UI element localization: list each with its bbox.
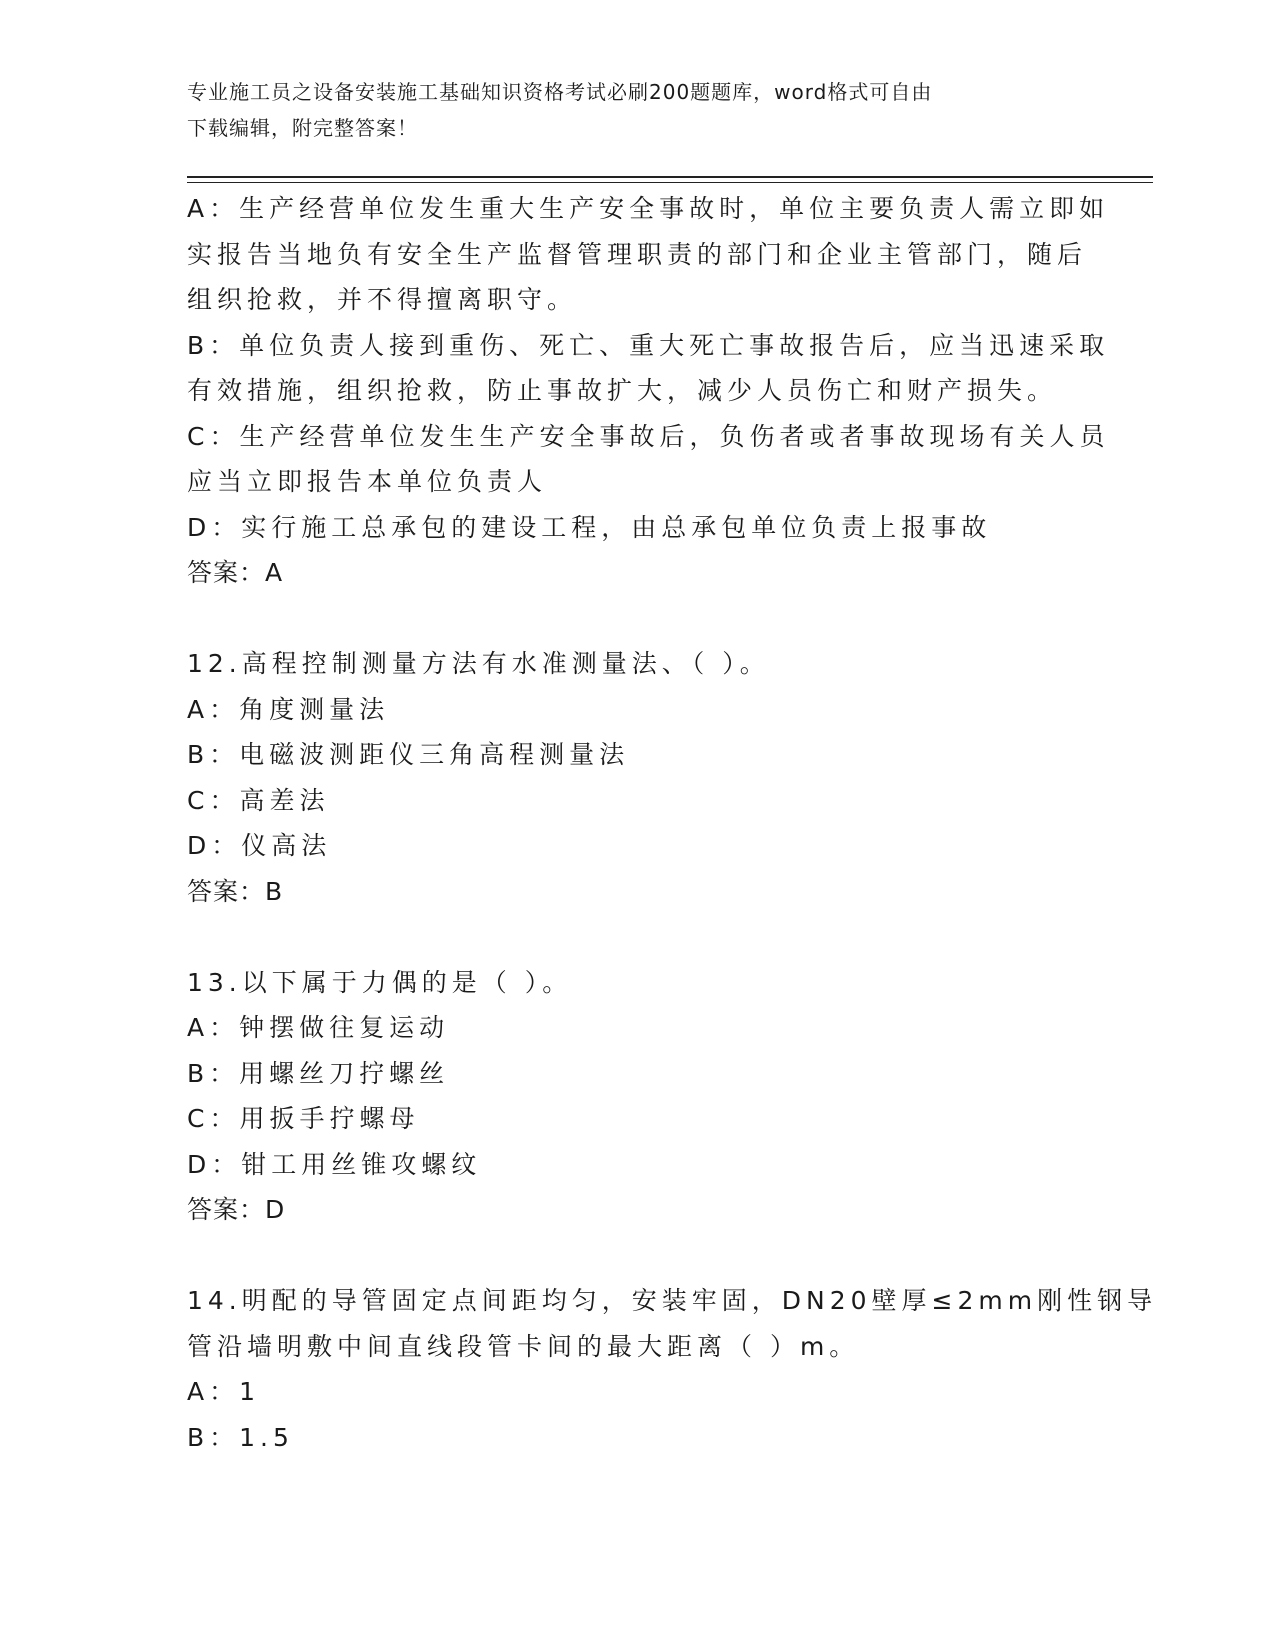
header-divider-thin <box>187 182 1153 183</box>
q12-option-d: D：仪高法 <box>187 831 332 860</box>
question-13-block <box>187 960 1087 1233</box>
q11-option-c-line-1: C：生产经营单位发生生产安全事故后，负伤者或者事故现场有关人员 <box>187 421 1110 451</box>
question-11-block <box>187 186 1110 596</box>
q13-option-b: B：用螺丝刀拧螺丝 <box>187 1058 450 1088</box>
q13-option-d: D：钳工用丝锥攻螺纹 <box>187 1149 482 1179</box>
document-body <box>187 186 1158 1460</box>
q14-option-b: B：1.5 <box>187 1422 294 1452</box>
header-title-line-1: 专业施工员之设备安装施工基础知识资格考试必刷200题题库，word格式可自由 <box>187 80 933 104</box>
q14-stem-line-1: 14.明配的导管固定点间距均匀，安装牢固，DN20壁厚≤2mm刚性钢导 <box>187 1286 1158 1315</box>
document-header <box>187 74 1077 146</box>
q11-option-c-line-2: 应当立即报告本单位负责人 <box>187 467 548 496</box>
q13-option-a: A：钟摆做往复运动 <box>187 1013 450 1042</box>
q12-answer: 答案：B <box>187 876 284 906</box>
q11-option-a-line-2: 实报告当地负有安全生产监督管理职责的部门和企业主管部门，随后 <box>187 239 1088 269</box>
q14-stem-line-2: 管沿墙明敷中间直线段管卡间的最大距离（ ）m。 <box>187 1331 860 1361</box>
q11-option-b-line-1: B：单位负责人接到重伤、死亡、重大死亡事故报告后，应当迅速采取 <box>187 330 1110 360</box>
q12-option-a: A：角度测量法 <box>187 694 390 724</box>
q11-option-b-line-2: 有效措施，组织抢救，防止事故扩大，减少人员伤亡和财产损失。 <box>187 376 1058 405</box>
q13-stem: 13.以下属于力偶的是（ ）。 <box>187 967 573 997</box>
q14-option-a: A：1 <box>187 1377 261 1406</box>
q13-answer: 答案：D <box>187 1195 286 1224</box>
q11-option-d: D：实行施工总承包的建设工程，由总承包单位负责上报事故 <box>187 512 992 542</box>
q12-stem: 12.高程控制测量方法有水准测量法、（ ）。 <box>187 649 770 678</box>
question-gap <box>187 596 1087 642</box>
question-gap <box>187 1233 1087 1279</box>
header-divider-thick <box>187 176 1153 178</box>
q12-option-b: B：电磁波测距仪三角高程测量法 <box>187 740 630 769</box>
q13-option-c: C：用扳手拧螺母 <box>187 1104 420 1133</box>
q12-option-c: C：高差法 <box>187 785 330 815</box>
question-12-block <box>187 641 1087 914</box>
q11-option-a-line-3: 组织抢救，并不得擅离职守。 <box>187 285 578 314</box>
question-14-block <box>187 1278 1158 1460</box>
q11-option-a-line-1: A：生产经营单位发生重大生产安全事故时，单位主要负责人需立即如 <box>187 194 1110 223</box>
header-title-line-2: 下载编辑，附完整答案！ <box>187 116 418 140</box>
q11-answer: 答案：A <box>187 558 284 587</box>
question-gap <box>187 914 1087 960</box>
